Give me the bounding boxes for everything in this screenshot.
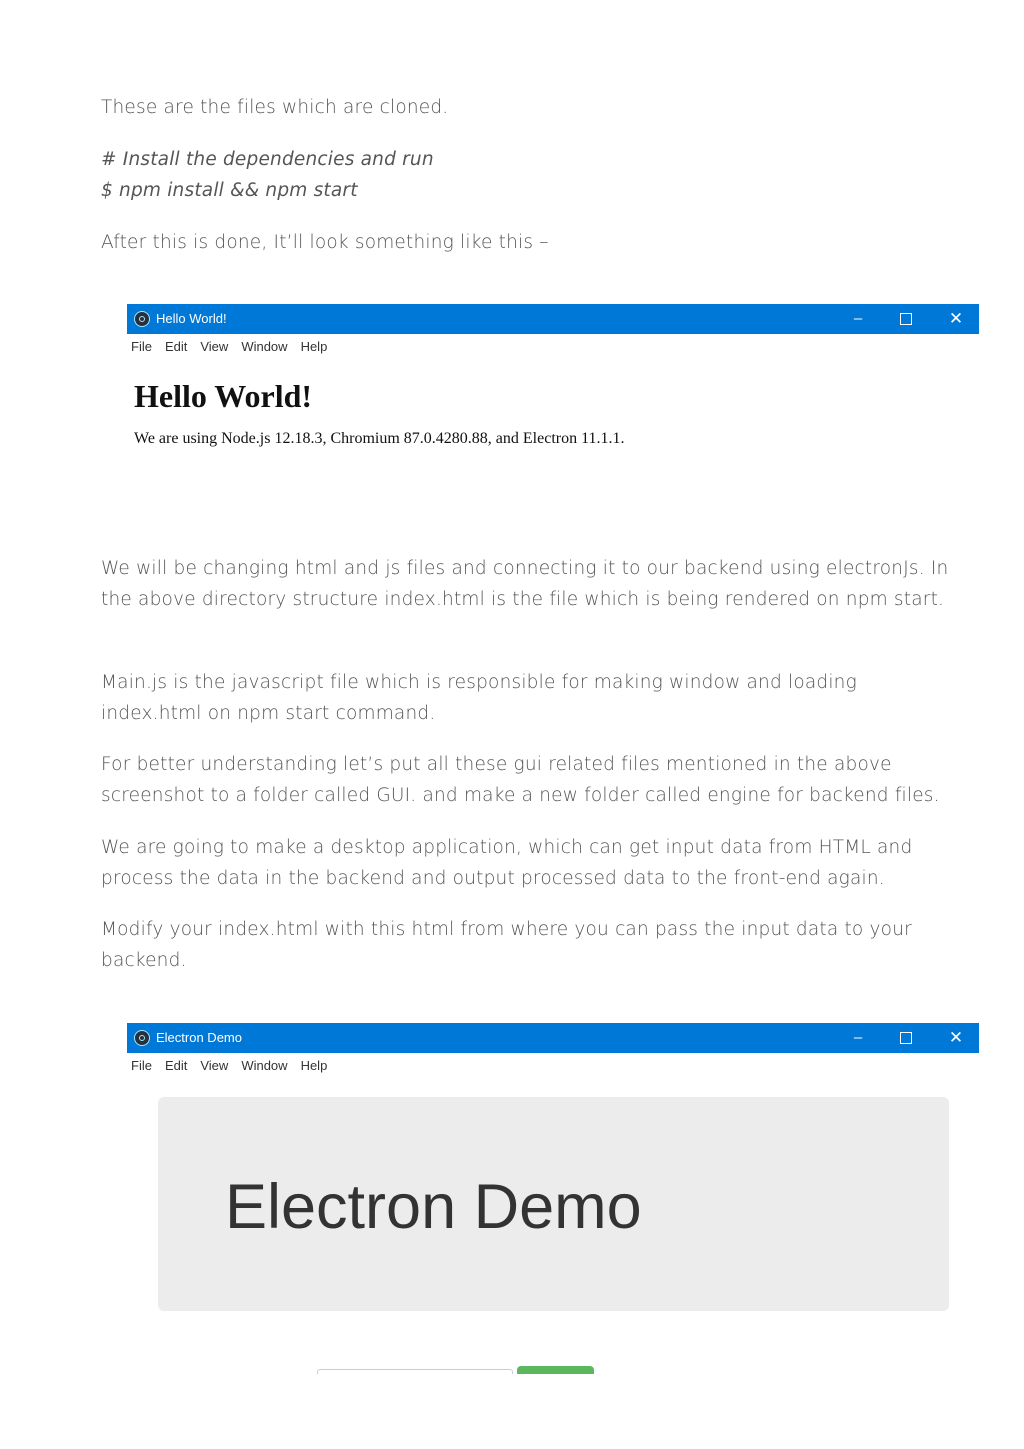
menu-view[interactable]: View	[200, 338, 229, 354]
menu-edit[interactable]: Edit	[164, 338, 188, 354]
screenshot-crop-edge	[127, 1374, 979, 1414]
versions-text: We are using Node.js 12.18.3, Chromium 87.0.4280.88, and Electron 11.1.1.	[134, 430, 625, 447]
menu-window[interactable]: Window	[241, 338, 288, 354]
menu-view[interactable]: View	[200, 1057, 229, 1073]
minimize-icon[interactable]: –	[853, 310, 863, 327]
paragraph-main-js: Main.js is the javascript file which is responsible for making window and loading index.html on npm start command.	[101, 672, 857, 724]
demo-heading: Electron Demo	[225, 1172, 642, 1242]
code-command-line: $ npm install && npm start	[101, 180, 358, 201]
code-comment-line: # Install the dependencies and run	[101, 149, 434, 170]
minimize-icon[interactable]: –	[853, 1029, 863, 1046]
hello-window-content	[127, 358, 979, 448]
hello-window-title: Hello World!	[156, 311, 227, 326]
menu-help[interactable]: Help	[300, 338, 328, 354]
menu-edit[interactable]: Edit	[164, 1057, 188, 1073]
paragraph-modify-index: Modify your index.html with this html from where you can pass the input data to your backend.	[101, 919, 912, 971]
menu-help[interactable]: Help	[300, 1057, 328, 1073]
demo-window-menubar	[127, 1053, 979, 1077]
paragraph-gui-folder: For better understanding let’s put all these gui related files mentioned in the above screenshot to a folder called GUI. and make a new folder called engine for backend files.	[101, 754, 940, 806]
demo-window-titlebar	[127, 1023, 979, 1053]
close-icon[interactable]: ✕	[948, 1028, 964, 1047]
electron-app-icon	[134, 311, 150, 327]
paragraph-cloned-files: These are the files which are cloned.	[101, 97, 449, 118]
menu-file[interactable]: File	[131, 1057, 152, 1073]
electron-app-icon	[134, 1030, 150, 1046]
hello-world-window-screenshot	[127, 304, 979, 479]
demo-window-title: Electron Demo	[156, 1030, 242, 1045]
maximize-icon[interactable]	[883, 1023, 929, 1053]
demo-jumbotron	[158, 1097, 949, 1311]
paragraph-changing-files: We will be changing html and js files and connecting it to our backend using electronJs. In the above directory structure index.html is the file which is being rendered on npm start.	[101, 558, 949, 610]
hello-window-titlebar	[127, 304, 979, 334]
close-icon[interactable]: ✕	[948, 309, 964, 328]
maximize-icon[interactable]	[883, 304, 929, 334]
electron-demo-window-screenshot	[127, 1023, 979, 1414]
menu-window[interactable]: Window	[241, 1057, 288, 1073]
menu-file[interactable]: File	[131, 338, 152, 354]
paragraph-desktop-app: We are going to make a desktop application, which can get input data from HTML and process the data in the backend and output processed data to the front-end again.	[101, 837, 913, 889]
hello-window-menubar	[127, 334, 979, 358]
hello-heading: Hello World!	[134, 378, 313, 414]
paragraph-after-done: After this is done, It’ll look something like this –	[101, 232, 549, 253]
